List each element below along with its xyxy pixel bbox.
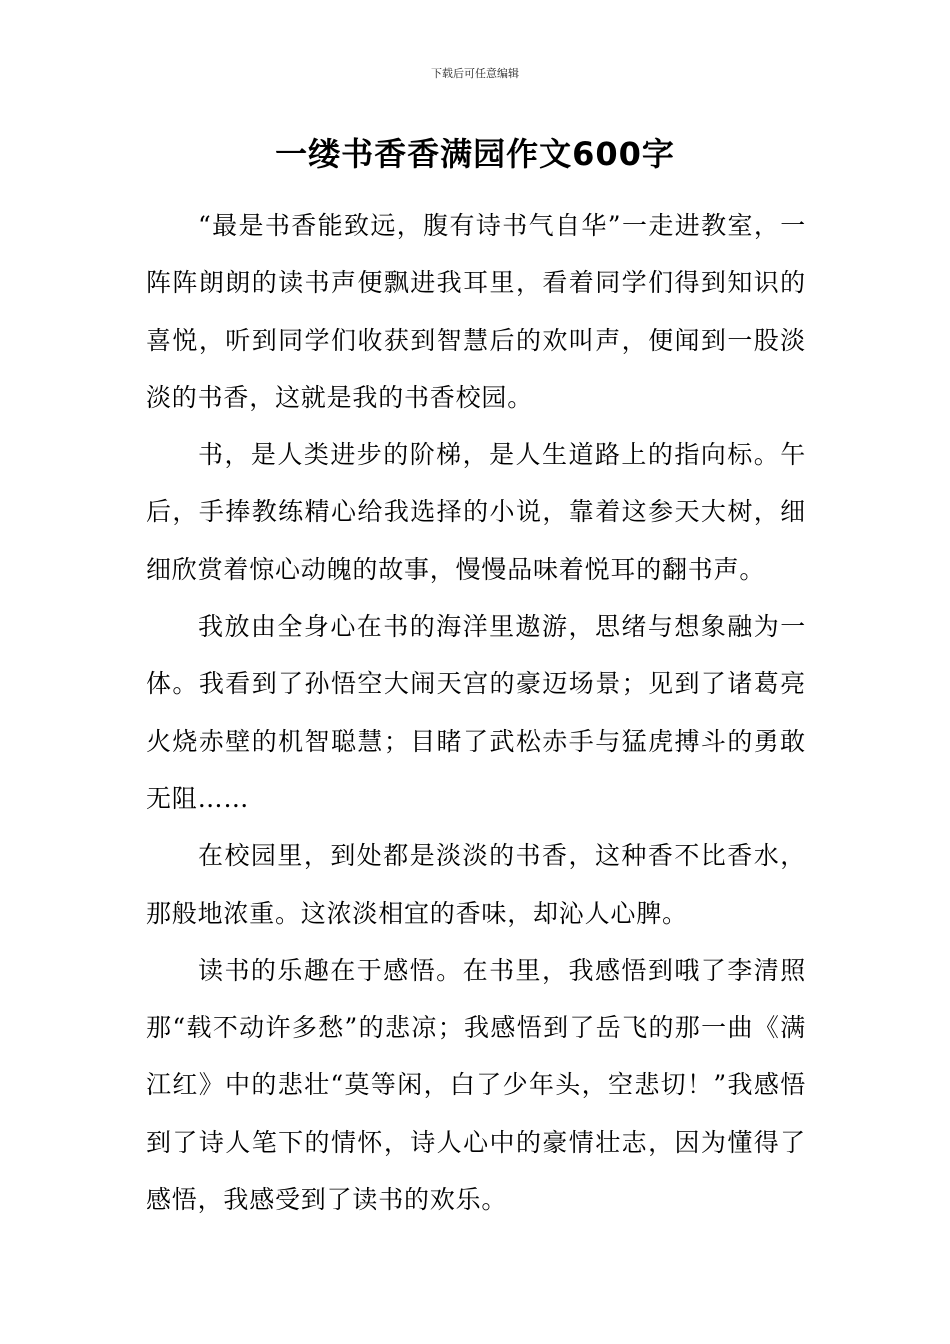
document-title: 一缕书香香满园作文600字 — [275, 135, 675, 173]
paragraph: 书，是人类进步的阶梯，是人生道路上的指向标。午后，手捧教练精心给我选择的小说，靠着这参天大树，细细欣赏着惊心动魄的故事，慢慢品味着悦耳的翻书声。 — [146, 440, 806, 584]
document-body — [146, 197, 806, 1228]
paragraph: 读书的乐趣在于感悟。在书里，我感悟到哦了李清照那“载不动许多愁”的悲凉；我感悟到了岳飞的那一曲《满江红》中的悲壮“莫等闲，白了少年头，空悲切！”我感悟到了诗人笔下的情怀，诗人心中的豪情壮志，因为懂得了感悟，我感受到了读书的欢乐。 — [146, 955, 806, 1215]
paragraph: “最是书香能致远，腹有诗书气自华”一走进教室，一阵阵朗朗的读书声便飘进我耳里，看着同学们得到知识的喜悦，听到同学们收获到智慧后的欢叫声，便闻到一股淡淡的书香，这就是我的书香校园。 — [146, 211, 806, 412]
paragraph: 我放由全身心在书的海洋里遨游，思绪与想象融为一体。我看到了孙悟空大闹天宫的豪迈场景；见到了诸葛亮火烧赤壁的机智聪慧；目睹了武松赤手与猛虎搏斗的勇敢无阻…… — [146, 612, 806, 813]
header-note: 下载后可任意编辑 — [431, 67, 519, 80]
paragraph: 在校园里，到处都是淡淡的书香，这种香不比香水，那般地浓重。这浓淡相宜的香味，却沁人心脾。 — [146, 841, 806, 928]
